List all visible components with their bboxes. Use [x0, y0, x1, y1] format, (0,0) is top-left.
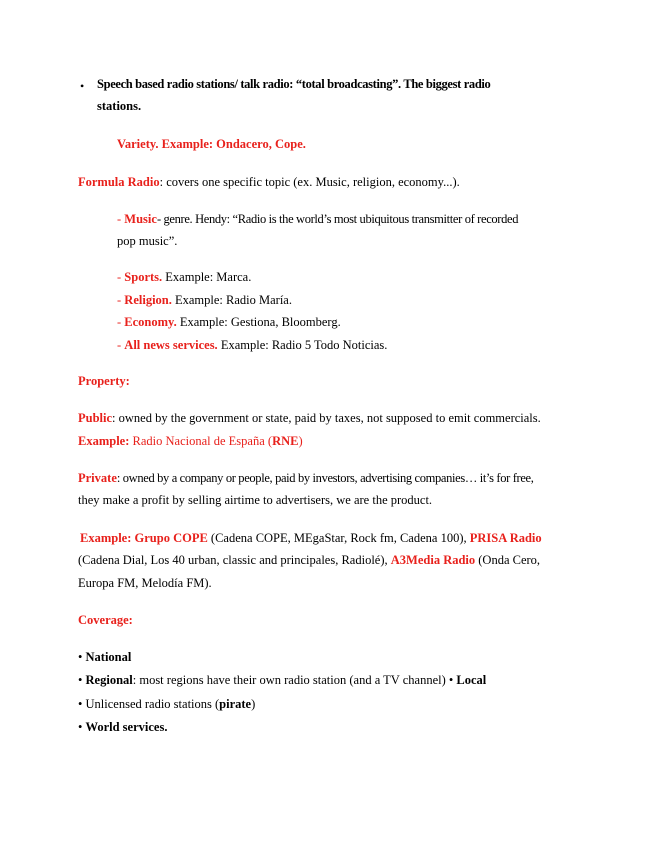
coverage-heading: Coverage:	[78, 613, 133, 627]
formula-item-sports: - Sports. Example: Marca.	[117, 270, 252, 284]
formula-item-economy: - Economy. Example: Gestiona, Bloomberg.	[117, 315, 341, 329]
private-line-2: they make a profit by selling airtime to advertisers, we are the product.	[78, 493, 433, 507]
formula-item-religion: - Religion. Example: Radio María.	[117, 293, 292, 307]
public-example-line: Example: Radio Nacional de España (RNE)	[78, 434, 303, 448]
variety-example: Variety. Example: Ondacero, Cope.	[117, 137, 306, 151]
private-example-line: Example: Grupo COPE (Cadena COPE, MEgaStar, Rock fm, Cadena 100), PRISA Radio	[80, 531, 542, 545]
private-example-line-2: (Cadena Dial, Los 40 urban, classic and principales, Radiolé), A3Media Radio (Onda Cero,	[78, 553, 541, 567]
formula-item-music: - Music- genre. Hendy: “Radio is the world’s most ubiquitous transmitter of recorded	[117, 212, 519, 226]
formula-label: Formula Radio	[78, 175, 160, 189]
coverage-item-unlicensed: • Unlicensed radio stations (pirate)	[78, 697, 256, 711]
formula-radio-line: Formula Radio: covers one specific topic (ex. Music, religion, economy...).	[78, 175, 460, 189]
coverage-item-regional: • Regional: most regions have their own radio station (and a TV channel) • Local	[78, 673, 487, 687]
intro-line-2: stations.	[97, 99, 142, 113]
public-line: Public: owned by the government or state, paid by taxes, not supposed to emit commercials.	[78, 411, 541, 425]
formula-item-music-cont: pop music”.	[117, 234, 178, 248]
coverage-item-world: • World services.	[78, 720, 168, 734]
coverage-item-national: • National	[78, 650, 132, 664]
property-heading: Property:	[78, 374, 130, 388]
private-line: Private: owned by a company or people, paid by investors, advertising companies… it’s for free,	[78, 471, 534, 485]
intro-line-1: Speech based radio stations/ talk radio: “total broadcasting”. The biggest radio	[97, 77, 491, 91]
bullet: •	[80, 79, 85, 93]
formula-item-news: - All news services. Example: Radio 5 Todo Noticias.	[117, 338, 388, 352]
private-example-line-3: Europa FM, Melodía FM).	[78, 576, 212, 590]
